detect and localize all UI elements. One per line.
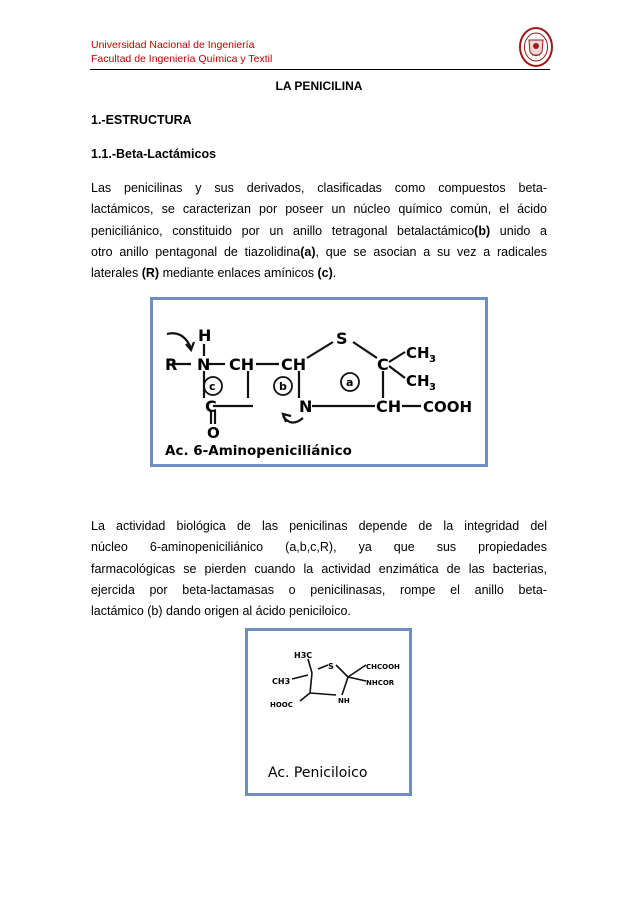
atom-n: N [197,355,211,374]
atom-s: S [336,329,348,348]
paragraph-line: otro anillo pentagonal de tiazolidina(a), que se asocian a su vez a radicales [91,244,547,259]
atom-r: R [165,355,178,374]
atom-ch3: CH3 [272,677,291,686]
atom-nhcor: NHCOR [366,679,395,687]
atom-chcooh: CHCOOH [366,663,400,671]
ring-label-c: c [209,380,216,393]
subscript-3: 3 [429,382,436,393]
atom-hooc: HOOC [270,701,293,709]
atom-ch3-top: CH [406,344,430,362]
atom-s: S [328,662,334,671]
atom-cooh: COOH [423,398,473,416]
university-seal-logo [518,26,554,68]
atom-c-carbonyl: C [205,397,217,416]
header-faculty: Facultad de Ingeniería Química y Textil [91,53,273,65]
ring-label-b: b [279,380,287,393]
paragraph-activity [91,516,547,622]
atom-n-ring: N [299,397,313,416]
subscript-3: 3 [429,354,436,365]
atom-h: H [198,326,212,345]
atom-o: O [207,424,220,442]
paragraph-line: peniciliánico, constituido por un anillo tetragonal betalactámico(b) unido a [91,223,547,238]
label-r: (R) [141,266,160,281]
section-heading: 1.-ESTRUCTURA [91,113,192,127]
paragraph-line: núcleo 6-aminopeniciliánico (a,b,c,R), ya que sus propiedades [91,540,547,555]
atom-ch3-bottom: CH [406,372,430,390]
paragraph-line: ejercida por beta-lactamasas o penicilinasas, rompe el anillo beta- [91,582,547,597]
figure-aminopenicillanic-acid [150,297,488,467]
structure-diagram [153,300,485,464]
figure-caption: Ac. Peniciloico [268,765,368,781]
paragraph-line: lactámico (b) dando origen al ácido peniciloico. [91,604,351,619]
header-university: Universidad Nacional de Ingeniería [91,39,255,51]
document-header [91,38,272,66]
atom-ch-left: CH [229,355,255,374]
ring-label-a: a [346,376,354,389]
structure-diagram [248,631,409,793]
header-rule [90,69,550,70]
atom-ch-acid: CH [376,397,402,416]
paragraph-line: Las penicilinas y sus derivados, clasificadas como compuestos beta- [91,181,547,195]
atom-nh: NH [338,697,350,705]
label-a: (a) [300,244,316,259]
paragraph-structure [91,178,547,284]
subsection-heading: 1.1.-Beta-Lactámicos [91,147,217,161]
figure-caption: Ac. 6-Aminopeniciliánico [165,443,352,459]
paragraph-line: lactámicos, se caracterizan por poseer un núcleo químico común, el ácido [91,202,547,217]
label-c: (c) [317,266,333,281]
atom-h3c: H3C [294,651,313,660]
paragraph-line: laterales (R) mediante enlaces amínicos (c). [91,266,337,281]
atom-c-quaternary: C [377,355,389,374]
paragraph-line: La actividad biológica de las penicilinas depende de la integridad del [91,519,547,533]
paragraph-line: farmacológicas se pierden cuando la actividad enzimática de las bacterias, [91,561,547,576]
page-title: LA PENICILINA [275,79,363,93]
figure-penicilloic-acid [245,628,412,796]
atom-ch-right: CH [281,355,307,374]
label-b: (b) [474,223,491,238]
